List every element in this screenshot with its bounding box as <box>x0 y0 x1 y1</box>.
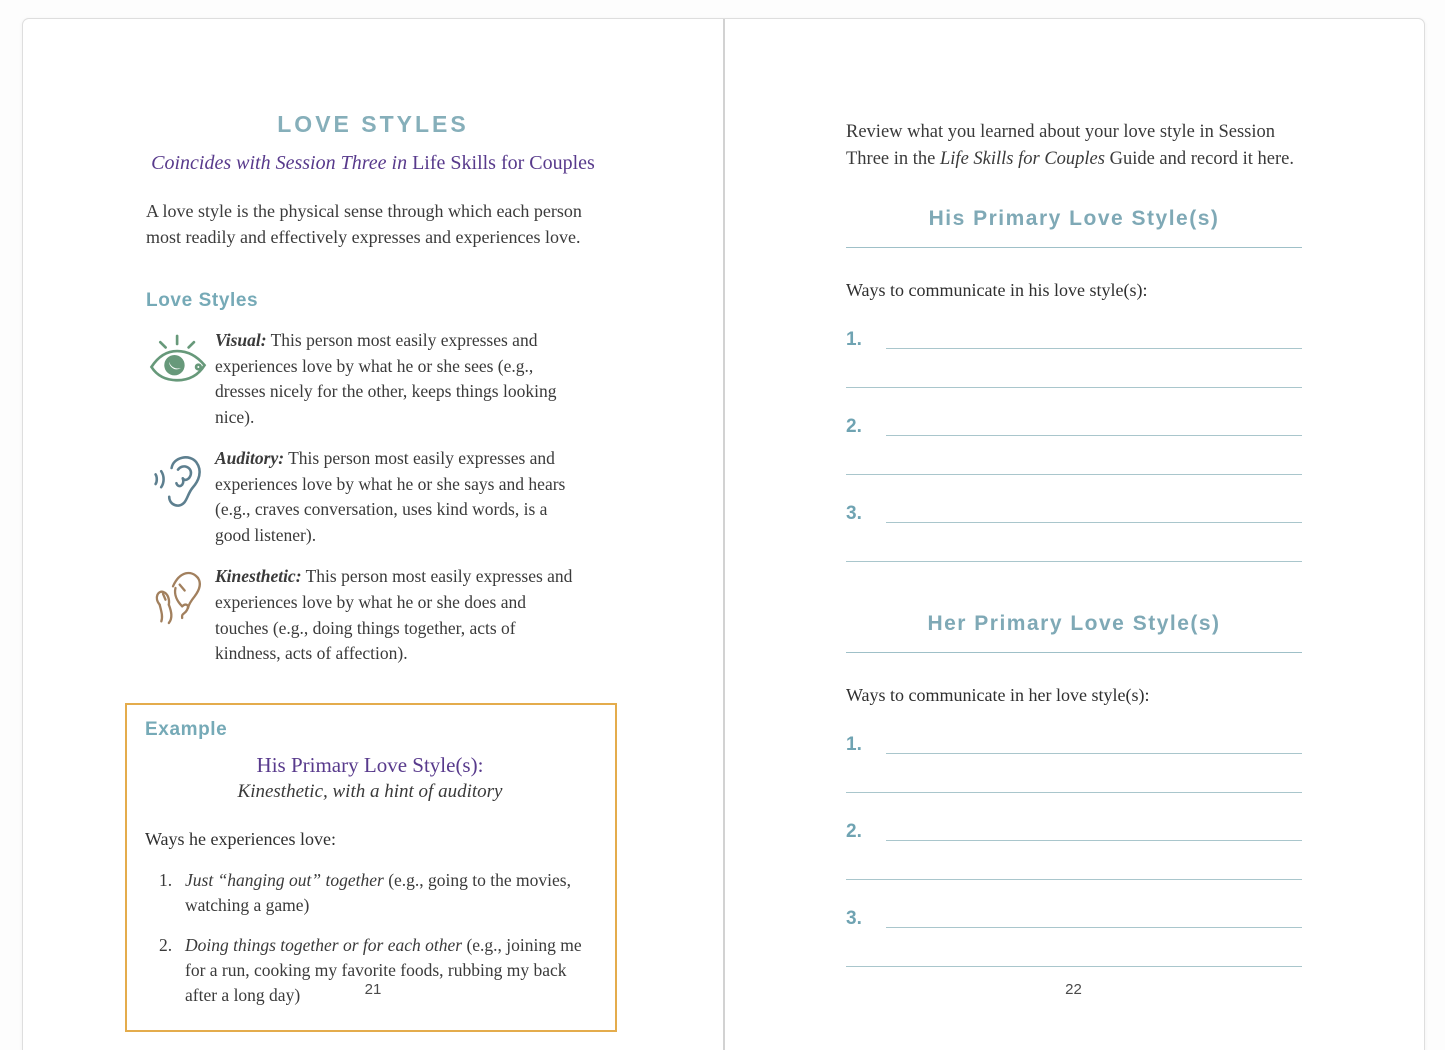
example-item-text: Just “hanging out” together (e.g., going to the movies, watching a game) <box>185 869 571 915</box>
her-primary-heading: Her Primary Love Style(s) <box>927 611 1221 635</box>
touch-hands-icon <box>141 564 215 666</box>
page-22-content <box>846 19 1302 967</box>
fill-row <box>846 904 1302 928</box>
his-ways-label: Ways to communicate in his love style(s): <box>846 279 1148 300</box>
her-fill-item-1 <box>846 730 1302 793</box>
fill-number: 2. <box>846 415 862 437</box>
write-line <box>886 324 1302 349</box>
write-line <box>886 411 1302 436</box>
style-row-auditory <box>141 446 621 548</box>
style-text-kinesthetic: Kinesthetic: This person most easily expresses and experiences love by what he or she does and touches (e.g., doing things together, acts of kindness, acts of affection). <box>215 566 573 664</box>
page-21 <box>23 19 723 1050</box>
love-styles-section-heading: Love Styles <box>146 290 259 312</box>
fill-number: 3. <box>846 907 862 929</box>
write-line-continuation <box>846 474 1302 475</box>
her-primary-write-line <box>846 652 1302 653</box>
page-22 <box>725 19 1422 1050</box>
fill-row <box>846 325 1302 349</box>
fill-row <box>846 730 1302 754</box>
fill-number: 1. <box>846 733 862 755</box>
fill-row <box>846 412 1302 436</box>
his-fill-item-2 <box>846 412 1302 475</box>
page-21-content <box>125 19 621 1032</box>
example-ways-label: Ways he experiences love: <box>145 828 336 849</box>
fill-row <box>846 499 1302 523</box>
her-ways-label: Ways to communicate in her love style(s): <box>846 684 1150 705</box>
write-line <box>886 729 1302 754</box>
fill-number: 1. <box>846 328 862 350</box>
book-name-italic: Life Skills for Couples <box>940 148 1105 169</box>
example-item-text: Doing things together or for each other (e.g., joining me for a run, cooking my favorite foods, rubbing my back after a long day) <box>185 935 582 1006</box>
style-label-visual: Visual: <box>215 330 267 351</box>
example-heading: His Primary Love Style(s): <box>256 752 484 777</box>
style-text-visual: Visual: This person most easily expresses and experiences love by what he or she sees (e.g., dresses nicely for the other, keeps things looking nice). <box>215 330 557 427</box>
page-number-right: 22 <box>1065 981 1082 998</box>
page-number-left: 21 <box>364 981 382 998</box>
his-fill-item-1 <box>846 325 1302 388</box>
example-item-number: 2. <box>159 935 173 956</box>
page-subtitle <box>125 152 621 175</box>
her-fill-item-2 <box>846 817 1302 880</box>
page-title: LOVE STYLES <box>277 111 469 137</box>
fill-row <box>846 817 1302 841</box>
subtitle-session-text: Coincides with Session Three in <box>151 152 408 174</box>
write-line-continuation <box>846 879 1302 880</box>
her-fill-item-3 <box>846 904 1302 967</box>
his-primary-write-line <box>846 247 1302 248</box>
write-line-continuation <box>846 792 1302 793</box>
his-primary-heading: His Primary Love Style(s) <box>928 206 1220 230</box>
example-label: Example <box>145 718 228 740</box>
style-label-kinesthetic: Kinesthetic: <box>215 566 302 587</box>
subtitle-book-name: Life Skills for Couples <box>407 152 595 174</box>
write-line <box>886 498 1302 523</box>
style-row-kinesthetic <box>141 564 621 666</box>
style-label-auditory: Auditory: <box>215 448 285 469</box>
write-line <box>886 816 1302 841</box>
write-line <box>886 903 1302 928</box>
example-subheading: Kinesthetic, with a hint of auditory <box>237 780 503 802</box>
review-intro-paragraph: Review what you learned about your love style in Session Three in the Life Skills for Couples Guide and record it here. <box>846 122 1294 169</box>
style-row-visual <box>141 328 621 430</box>
write-line-continuation <box>846 561 1302 562</box>
fill-number: 3. <box>846 502 862 524</box>
eye-icon <box>141 328 215 430</box>
style-text-auditory: Auditory: This person most easily expresses and experiences love by what he or she says and hears (e.g., craves conversation, uses kind words, is a good listener). <box>215 448 566 545</box>
write-line-continuation <box>846 966 1302 967</box>
example-item-number: 1. <box>159 869 173 890</box>
fill-number: 2. <box>846 820 862 842</box>
write-line-continuation <box>846 387 1302 388</box>
book-spread <box>22 18 1425 1050</box>
his-fill-item-3 <box>846 499 1302 562</box>
example-item-1 <box>159 868 595 918</box>
ear-icon <box>141 446 215 548</box>
intro-paragraph: A love style is the physical sense through which each person most readily and effectively expresses and experiences love. <box>146 201 582 247</box>
